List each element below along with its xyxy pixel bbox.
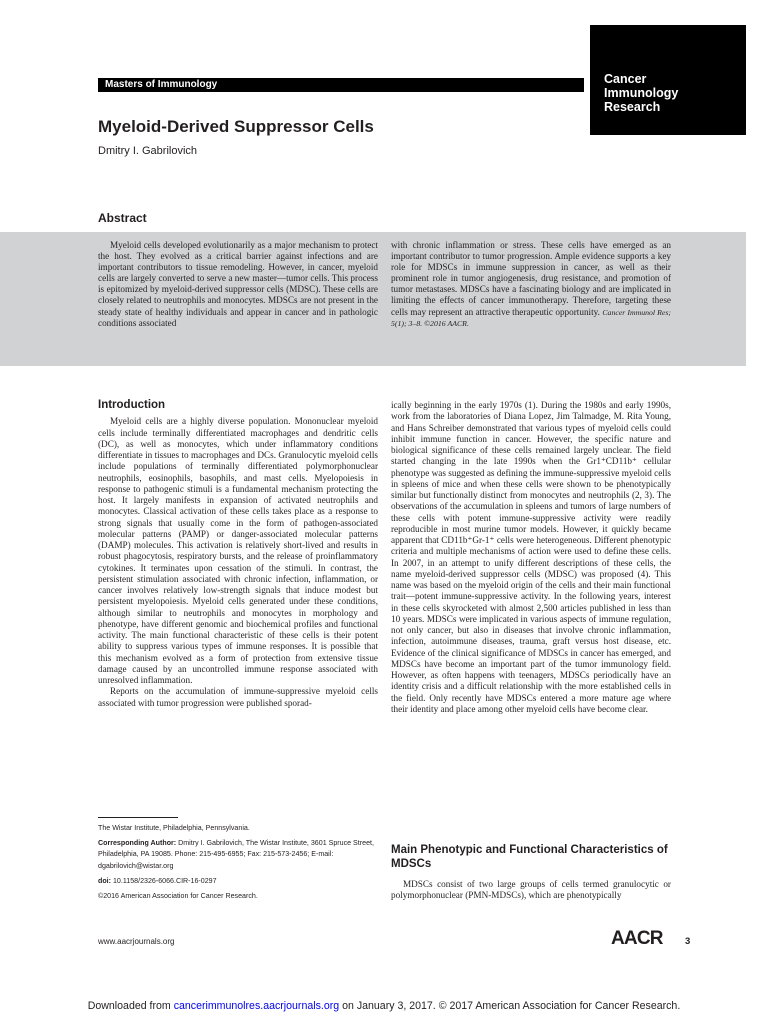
corresponding-text: Dmitry I. Gabrilovich, The Wistar Institute, 3601 Spruce Street, Philadelphia, PA 19085. Phone: 215-495-6955; Fax: 215-573-2456; E-mail: dgabrilovich@wistar.org [98,839,374,870]
doi-label: doi: [98,876,111,885]
affiliation: The Wistar Institute, Philadelphia, Pennsylvania. [98,824,250,832]
journal-name-line: Immunology [604,86,679,100]
article-title: Myeloid-Derived Suppressor Cells [98,117,374,136]
download-link[interactable]: cancerimmunolres.aacrjournals.org [173,1000,340,1012]
paragraph: Myeloid cells are a highly diverse population. Mononuclear myeloid cells include terminally differentiated macrophages and dendritic cells (DC), as well as monocytes, which under inflammatory conditions differentiate in tissues to macrophages and DCs. Granulocytic myeloid cells include populations of terminally differentiated polymorphonuclear neutrophils, eosinophils, basophils, and mast cells. Myelopoiesis in response to pathogenic stimuli is a fundamental mechanism protecting the host. It largely manifests in expansion of activated neutrophils and monocytes. Classical activation of these cells takes place as a response to strong signals that usually come in the form of pathogen-associated molecular patterns (PAMP) or danger-associated molecular patterns (DAMP) molecules. This activation is relatively short-lived and results in robust phagocytosis, respiratory bursts, and the release of proinflammatory cytokines. It terminates upon cessation of the stimuli. In contrast, the persistent stimulation associated with chronic infection, inflammation, or cancer involves relatively low-strength signals that induce modest but persistent myelopoiesis. Myeloid cells generated under these conditions, although similar to neutrophils and monocytes in morphology and phenotype, have different genomic and biochemical profiles and functional activity. The main functional characteristic of these cells is their potent ability to suppress various types of immune responses. It is possible that this mechanism evolved as a form of protection from extensive tissue damage caused by an uncontrolled immune response associated with unresolved inflammation. [98,416,378,685]
body-column-right [391,400,671,715]
abstract-citation: Cancer Immunol Res; 5(1); 3–8. ©2016 AACR. [391,307,671,328]
abstract-text: with chronic inflammation or stress. These cells have emerged as an important contributor to tumor progression. Ample evidence supports a key role for MDSCs in immune suppression in cancer, as well as their prominent role in tumor angiogenesis, drug resistance, and promotion of tumor metastases. MDSCs have a fascinating biology and are implicated in limiting the effects of cancer immunotherapy. Therefore, targeting these cells may represent an attractive therapeutic opportunity. [391,240,671,317]
download-prefix: Downloaded from [87,1000,174,1012]
abstract-heading: Abstract [98,211,147,225]
corresponding-author [98,838,380,872]
copyright: ©2016 American Association for Cancer Research. [98,892,258,901]
corresponding-label: Corresponding Author: [98,839,177,848]
introduction-heading: Introduction [98,399,166,411]
page-number: 3 [685,936,691,947]
doi-text: 10.1158/2326-6066.CIR-16-0297 [112,876,217,885]
section-heading: Main Phenotypic and Functional Characteristics of MDSCs [391,844,668,870]
doi [98,876,380,887]
footnotes [98,823,380,906]
journal-logo [590,25,746,135]
download-notice [0,1000,768,1012]
journal-name-line: Cancer [604,72,647,86]
abstract-column-right [391,240,671,329]
paragraph: MDSCs consist of two large groups of cells termed granulocytic or polymorphonuclear (PMN-MDSCs), which are phenotypically [391,879,671,901]
journal-website: www.aacrjournals.org [98,937,175,946]
footnote-divider [98,817,178,818]
section-label: Masters of Immunology [98,78,584,92]
paragraph: Reports on the accumulation of immune-suppressive myeloid cells associated with tumor progression were published sporad- [98,686,378,708]
body-column-left [98,400,378,709]
aacr-logo: AACR [611,928,663,949]
download-suffix: on January 3, 2017. © 2017 American Association for Cancer Research. [339,1000,681,1012]
paragraph: ically beginning in the early 1970s (1). During the 1980s and early 1990s, work from the laboratories of Diana Lopez, Jim Talmadge, M. Rita Young, and Hans Schreiber demonstrated that various types of myeloid cells could inhibit immune function in cancer. However, the specific nature and biological significance of these cells remained largely unclear. The field started changing in the late 1990s when the Gr1⁺CD11b⁺ cellular phenotype was suggested as defining the immune-suppressive myeloid cells in spleens of mice and when these cells were shown to be phenotypically similar but functionally distinct from monocytes and neutrophils (2, 3). The observations of the accumulation in spleens and tumors of large numbers of these cells with potent immune-suppressive activity were readily reproducible in most murine tumor models. However, it quickly became apparent that CD11b⁺Gr-1⁺ cells were heterogeneous. Different phenotypic criteria and multiple mechanisms of action were used to define these cells. In 2007, in an attempt to unify different descriptions of these cells, the name myeloid-derived suppressor cells (MDSC) was proposed (4). This name was based on the myeloid origin of the cells and their main functional trait—potent immune-suppressive activity. In the following years, interest in these cells skyrocketed with almost 2,500 articles published in less than 10 years. MDSCs were implicated in various aspects of immune regulation, not only cancer, but also in diseases that involve chronic inflammation, infection, autoimmune diseases, trauma, graft versus host disease, etc. Evidence of the clinical significance of MDSCs in cancer has emerged, and MDSCs have become an important part of the tumor immunology field. However, as often happens with teenagers, MDSCs periodically have an identity crisis and a difficult relationship with the more established cells in the field. Only recently have MDSCs entered a more mature age where their identity and place among other myeloid cells have become clear. [391,400,671,714]
abstract-column-left: Myeloid cells developed evolutionarily as a major mechanism to protect the host. They evolved as a critical barrier against infections and are important contributors to tissue remodeling. However, in cancer, myeloid cells are largely converted to serve a new master—tumor cells. This process is epitomized by myeloid-derived suppressor cells (MDSC). These cells are closely related to neutrophils and monocytes. MDSCs are not present in the steady state of healthy individuals and appear in cancer and in pathologic conditions associated [98,240,378,328]
journal-name-line: Research [604,100,661,114]
article-author: Dmitry I. Gabrilovich [98,145,198,157]
